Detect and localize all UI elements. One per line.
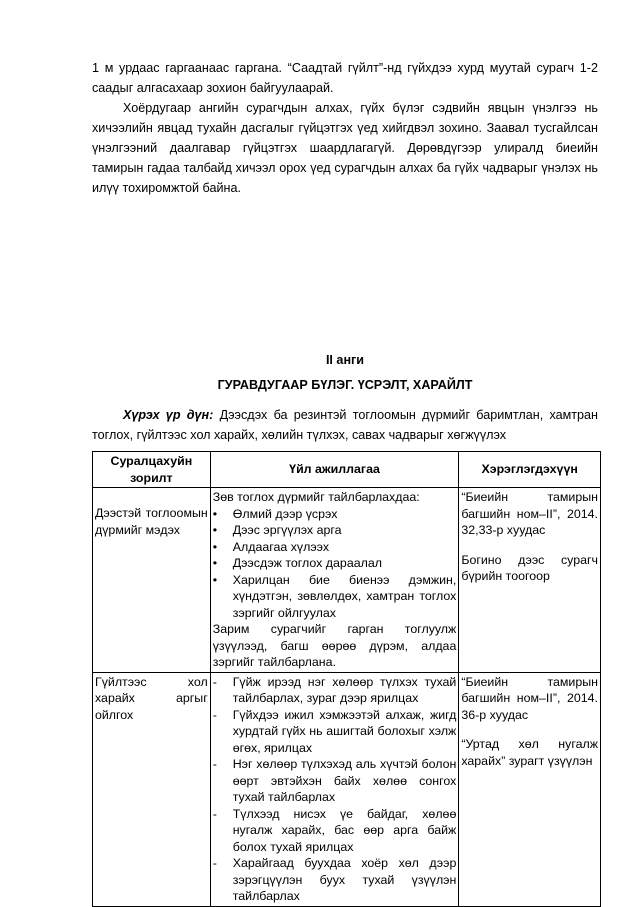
- objective-cell: [93, 488, 211, 673]
- objective-cell: [93, 672, 211, 906]
- resources-cell: [459, 672, 601, 906]
- header-activity: Үйл ажиллагаа: [210, 452, 459, 488]
- table-row: [93, 488, 601, 673]
- header-resources: Хэрэглэгдэхүүн: [459, 452, 601, 488]
- activity-cell: [210, 672, 459, 906]
- resource-item: “Биеийн тамирын багшийн ном–II”, 2014. 32,33-р хуудас: [461, 490, 598, 537]
- list-item: - Гүйхдээ ижил хэмжээтэй алхаж, жигд хурдтай гүйх нь ашигтай болохыг хэлж өгөх, ярилцах: [212, 707, 457, 755]
- list-item: • Өлмий дээр үсрэх: [212, 506, 338, 521]
- list-item: • Харилцан бие биенээ дэмжин, хүндэтгэн, зөвлөлдөх, хамтран тоглох зэргийг ойлгуулах: [212, 572, 457, 620]
- body-paragraph-2: Хоёрдугаар ангийн сурагчдын алхах, гүйх бүлэг сэдвийн явцын үнэлгээ нь хичээлийн явцад тухайн дасгалыг гүйцэтгэх үед хийгдвэл зохино. Заавал тусгайлсан үнэлгээний даалгавар гүйцэтгэх шаардлагагүй. Дөрөвдүгээр улиралд биеийн тамирын гадаа талбайд хичээл орох үед сурагчдын алхах ба гүйх чадварыг үнэлэх нь илүү тохиромжтой байна.: [92, 101, 598, 195]
- bullet-marker: •: [212, 539, 218, 554]
- dash-marker: -: [212, 757, 217, 771]
- list-item: • Дээсдэж тоглох дараалал: [212, 556, 382, 570]
- list-item: - Харайгаад буухдаа хоёр хөл дээр зэрэгцүүлэн буух тухай үзүүлэн тайлбарлах: [212, 856, 457, 903]
- activity-cell: [210, 488, 459, 673]
- learning-outcome-label: Хүрэх үр дүн:: [123, 408, 214, 422]
- resource-item: “Уртад хөл нугалж харайх” зурагт үзүүлэн: [461, 737, 598, 768]
- table-row: [93, 672, 601, 906]
- bullet-marker: •: [212, 506, 218, 521]
- chapter-heading: ГУРАВДУГААР БҮЛЭГ. ҮСРЭЛТ, ХАРАЙЛТ: [217, 378, 473, 392]
- list-item: - Түлхээд нисэх үе байдаг, хөлөө нугалж харайх, бас өөр арга байж болох тухай ярилцах: [212, 806, 457, 854]
- activity-intro: Зөв тоглох дүрмийг тайлбарлахдаа:: [212, 490, 420, 504]
- bullet-marker: •: [212, 572, 218, 587]
- grade-heading: II анги: [325, 353, 365, 367]
- bullet-marker: •: [212, 523, 218, 537]
- list-item: - Нэг хөлөөр түлхэхэд аль хүчтэй болон өөрт эвтэйхэн байх хөлөө сонгох тухай тайлбарлах: [212, 757, 457, 804]
- body-paragraph-1: 1 м урдаас гаргаанаас гаргана. “Саадтай гүйлт”-нд гүйхдээ хурд муутай сурагч 1-2 саадыг алгасахаар зохион байгуулаарай.: [92, 61, 598, 95]
- learning-outcome: [92, 405, 598, 445]
- dash-marker: -: [212, 674, 217, 689]
- header-objective: Суралцахуйн зорилт: [93, 452, 211, 488]
- dash-marker: -: [212, 856, 217, 870]
- resource-item: “Биеийн тамирын багшийн ном–II”, 2014. 36-р хуудас: [461, 674, 598, 722]
- table-header-row: [93, 452, 601, 488]
- objective-text: Дээстэй тоглоомын дүрмийг мэдэх: [95, 506, 208, 537]
- learning-outcome-text: Дээсдэх ба резинтэй тоглоомын дүрмийг баримтлан, хамтран тоглох, гүйлтээс хол харайх, хөлийн түлхэх, савах чадварыг хөгжүүлэх: [92, 408, 598, 442]
- activity-outro: Зарим сурагчийг гарган тоглуулж үзүүлээд, багш өөрөө дүрэм, алдаа зэргийг тайлбарлана.: [212, 622, 457, 669]
- activity-list: [213, 506, 457, 622]
- bullet-marker: •: [212, 556, 218, 570]
- dash-marker: -: [212, 707, 217, 722]
- list-item: • Алдаагаа хүлээх: [212, 539, 330, 554]
- dash-marker: -: [212, 806, 217, 821]
- list-item: • Дээс эргүүлэх арга: [212, 523, 342, 537]
- list-item: - Гүйж ирээд нэг хөлөөр түлхэх тухай тайлбарлах, зураг дээр ярилцах: [212, 674, 457, 705]
- objective-text: Гүйлтээс хол харайх аргыг ойлгох: [95, 674, 208, 722]
- resource-item: Богино дээс сурагч бүрийн тоогоор: [461, 552, 598, 583]
- resources-cell: [459, 488, 601, 673]
- activity-list: [213, 674, 457, 905]
- lesson-plan-table: [92, 451, 601, 907]
